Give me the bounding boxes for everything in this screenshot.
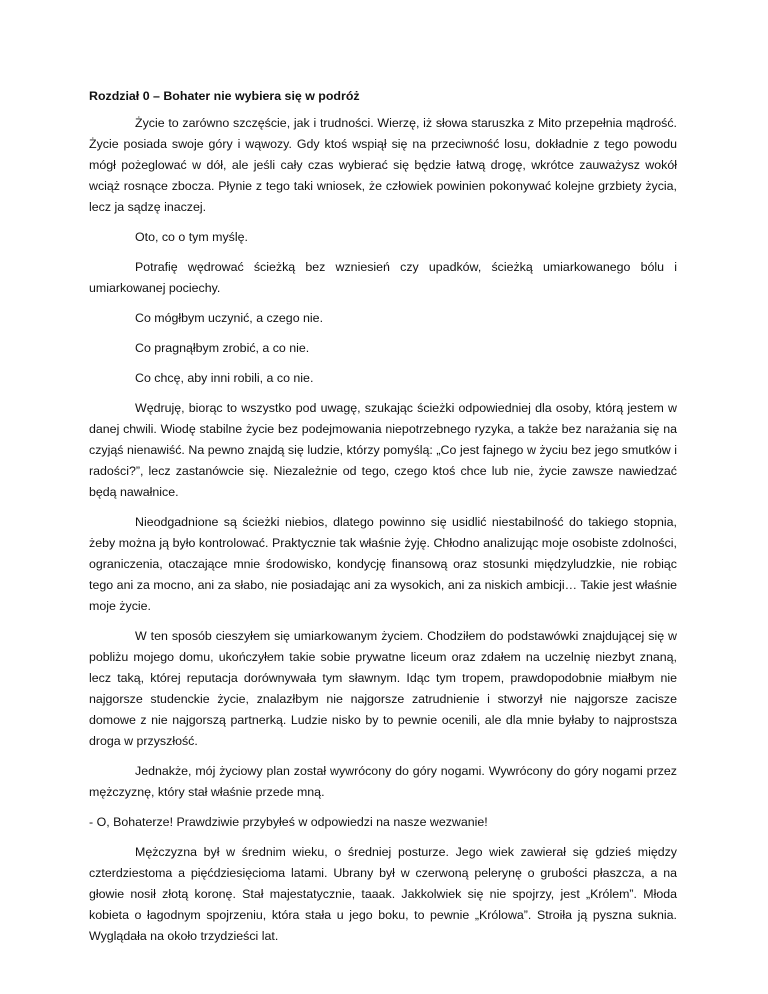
document-page bbox=[89, 86, 677, 956]
chapter-title: Rozdział 0 – Bohater nie wybiera się w podróż bbox=[89, 89, 360, 103]
paragraph: Co pragnąłbym zrobić, a co nie. bbox=[135, 341, 310, 355]
paragraph: Oto, co o tym myślę. bbox=[135, 230, 248, 244]
paragraph: Potrafię wędrować ścieżką bez wzniesień czy upadków, ścieżką umiarkowanego bólu i umiarkowanej pociechy. bbox=[89, 260, 677, 295]
paragraph: W ten sposób cieszyłem się umiarkowanym życiem. Chodziłem do podstawówki znajdującej się w pobliżu mojego domu, ukończyłem takie sobie prywatne liceum oraz zdałem na uczelnię niezbyt znaną, lecz taką, której reputacja dorównywała tym sławnym. Idąc tym tropem, prawdopodobnie miałbym nie najgorsze studenckie życie, znalazłbym nie najgorsze zatrudnienie i stworzył nie najgorsze zacisze domowe z nie najgorszą partnerką. Ludzie nisko by to pewnie ocenili, ale dla mnie byłaby to najprostsza droga w przyszłość. bbox=[89, 629, 677, 748]
paragraph: Życie to zarówno szczęście, jak i trudności. Wierzę, iż słowa staruszka z Mito przepełnia mądrość. Życie posiada swoje góry i wąwozy. Gdy ktoś wspiął się na przeciwność losu, dokładnie z tego powodu mógł pożeglować w dół, ale jeśli cały czas wybierać się będzie łatwą drogę, wkrótce zauważysz wokół wciąż rosnące zbocza. Płynie z tego taki wniosek, że człowiek powinien pokonywać kolejne grzbiety życia, lecz ja sądzę inaczej. bbox=[89, 116, 677, 214]
paragraph: Wędruję, biorąc to wszystko pod uwagę, szukając ścieżki odpowiedniej dla osoby, którą jestem w danej chwili. Wiodę stabilne życie bez podejmowania niepotrzebnego ryzyka, a także bez narażania się na czyjąś nienawiść. Na pewno znajdą się ludzie, którzy pomyślą: „Co jest fajnego w życiu bez jego smutków i radości?”, lecz zastanówcie się. Niezależnie od tego, czego ktoś chce lub nie, życie zawsze nawiedzać będą nawałnice. bbox=[89, 401, 677, 499]
dialogue-line: - O, Bohaterze! Prawdziwie przybyłeś w odpowiedzi na nasze wezwanie! bbox=[89, 815, 488, 829]
paragraph: Co mógłbym uczynić, a czego nie. bbox=[135, 311, 324, 325]
paragraph: Mężczyzna był w średnim wieku, o średniej posturze. Jego wiek zawierał się gdzieś między czterdziestoma a pięćdziesięcioma latami. Ubrany był w czerwoną pelerynę o grubości płaszcza, a na głowie nosił złotą koronę. Stał majestatycznie, taaak. Jakkolwiek się nie spojrzy, jest „Królem”. Młoda kobieta o łagodnym spojrzeniu, która stała u jego boku, to pewnie „Królowa”. Stroiła ją pyszna suknia. Wyglądała na około trzydzieści lat. bbox=[89, 845, 677, 943]
paragraph: Nieodgadnione są ścieżki niebios, dlatego powinno się usidlić niestabilność do takiego stopnia, żeby można ją było kontrolować. Praktycznie tak właśnie żyję. Chłodno analizując moje osobiste zdolności, ograniczenia, otaczające mnie środowisko, kondycję finansową oraz stosunki międzyludzkie, nie robiąc tego ani za mocno, ani za słabo, nie posiadając ani za wysokich, ani za niskich ambicji… Takie jest właśnie moje życie. bbox=[89, 515, 677, 613]
paragraph: Co chcę, aby inni robili, a co nie. bbox=[135, 371, 314, 385]
paragraph: Jednakże, mój życiowy plan został wywrócony do góry nogami. Wywrócony do góry nogami przez mężczyznę, który stał właśnie przede mną. bbox=[89, 764, 677, 799]
